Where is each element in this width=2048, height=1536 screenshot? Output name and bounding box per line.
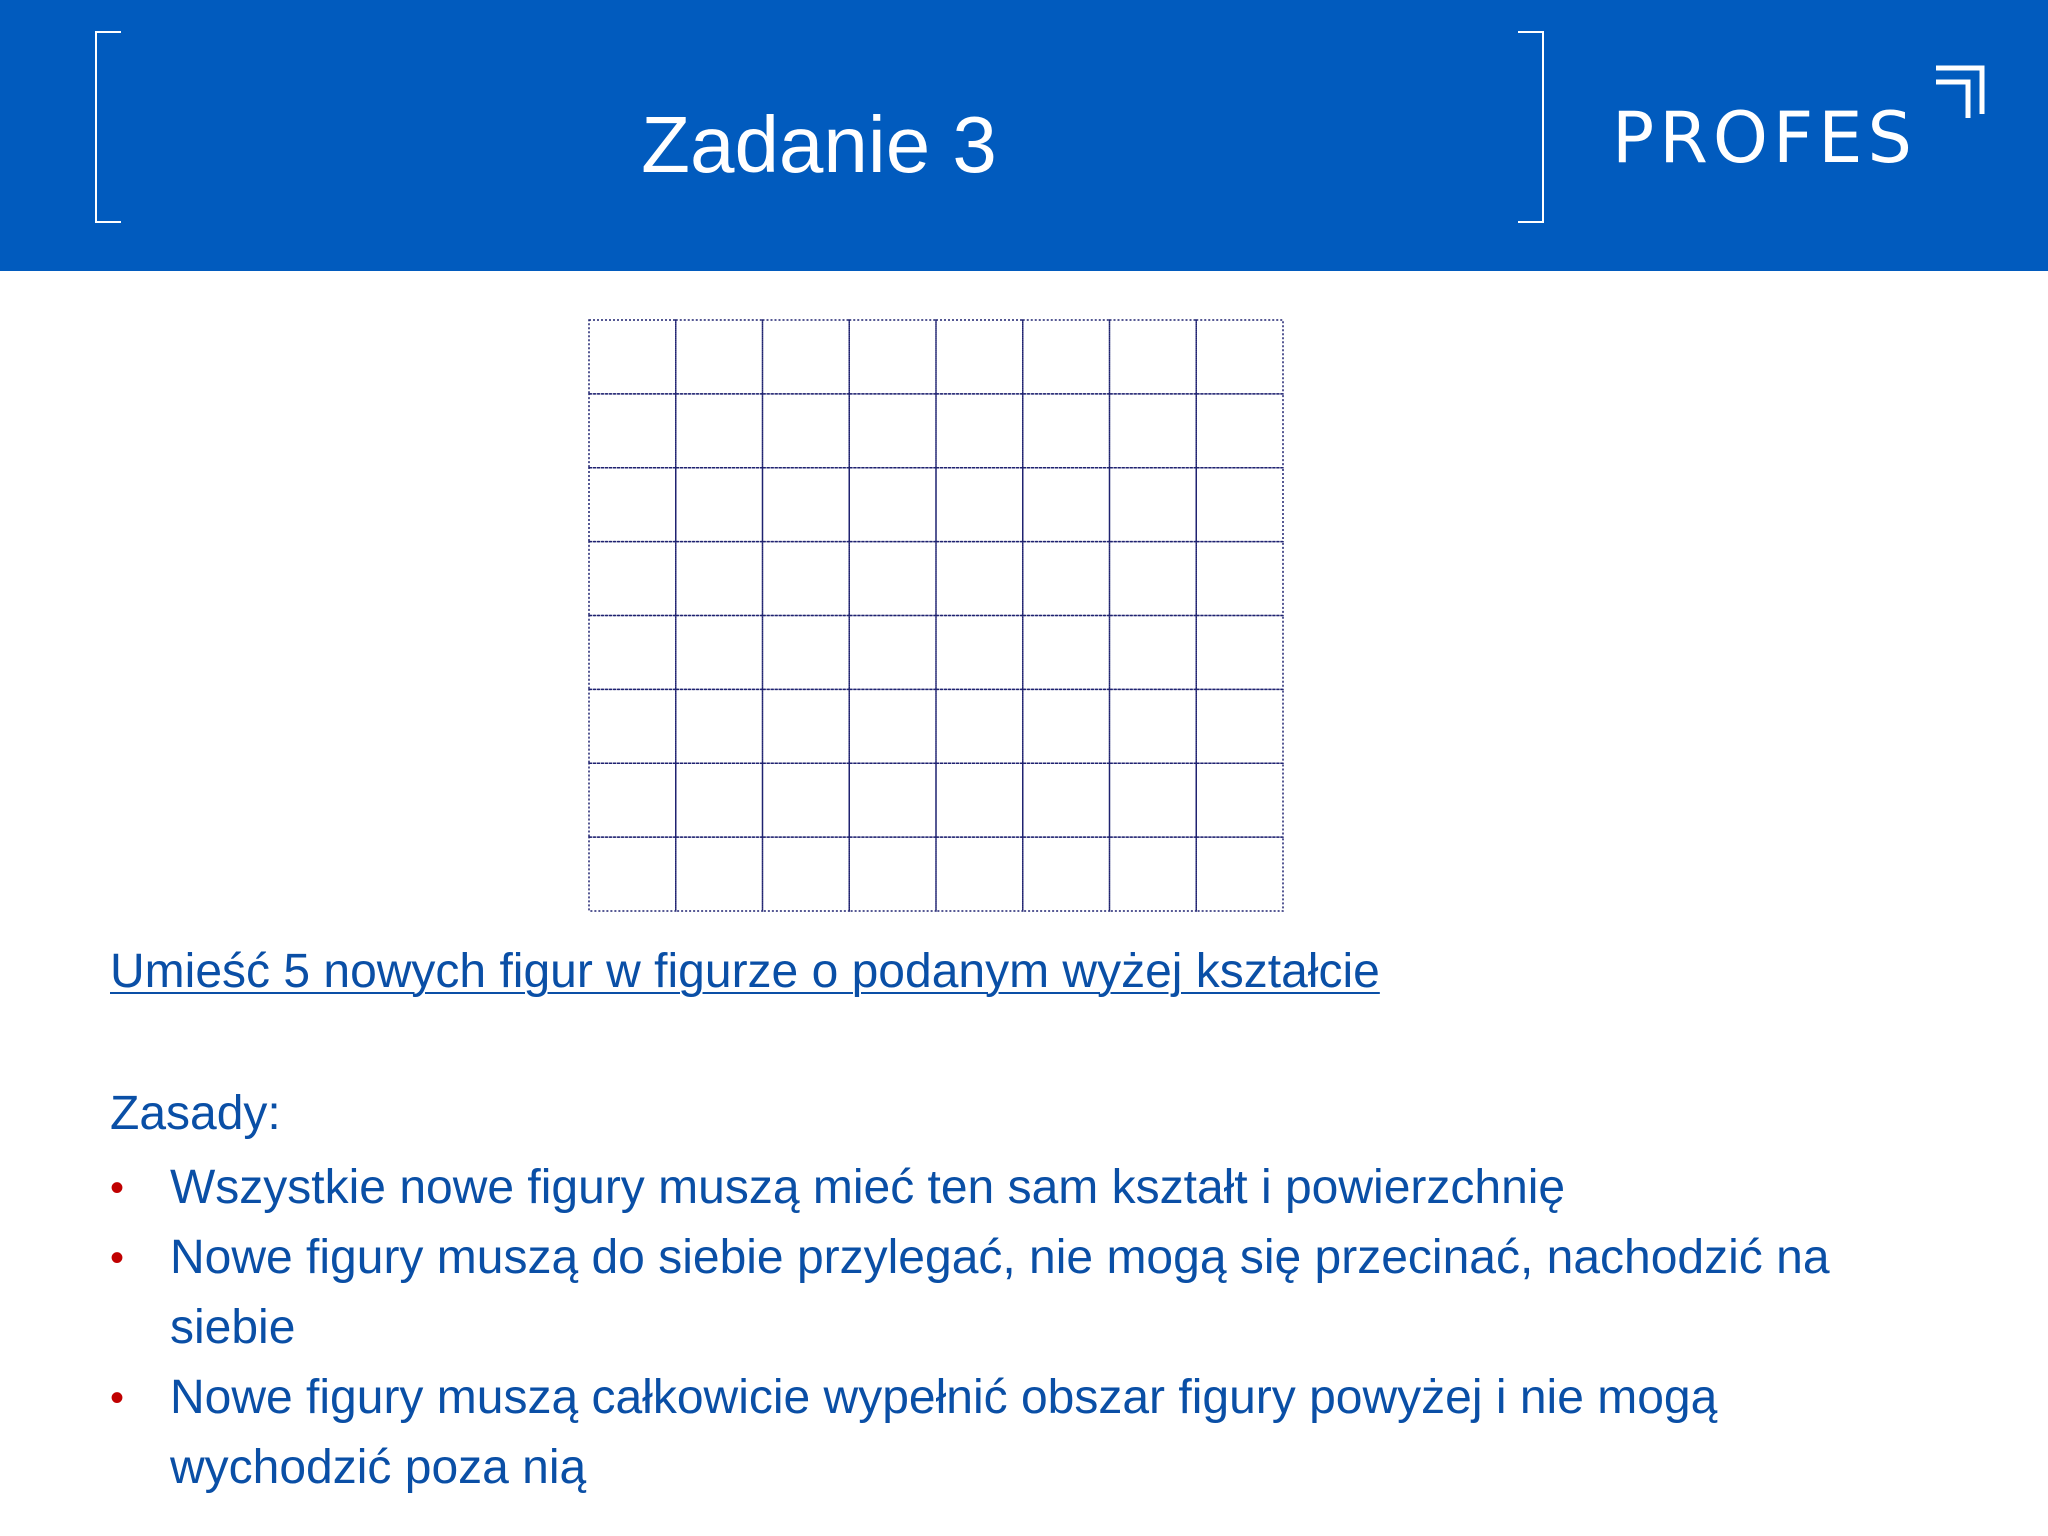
grid-cell <box>589 394 676 468</box>
bullet-icon: • <box>110 1166 125 1210</box>
right-bracket-decoration <box>1518 31 1544 223</box>
grid-cell <box>849 320 936 394</box>
grid-cell <box>849 837 936 911</box>
grid-cell <box>676 394 763 468</box>
grid-cell <box>589 468 676 542</box>
grid-cell <box>589 616 676 690</box>
grid-cell <box>849 542 936 616</box>
grid-cell <box>849 468 936 542</box>
grid-cell <box>1023 542 1110 616</box>
rule-text: Nowe figury muszą całkowicie wypełnić obszar figury powyżej i nie mogą wychodzić poza nią <box>170 1371 1718 1494</box>
header-banner <box>0 0 2048 271</box>
grid-cell <box>763 394 850 468</box>
rule-item <box>110 1223 1950 1363</box>
grid-cell <box>1023 763 1110 837</box>
grid-cell <box>936 763 1023 837</box>
arrow-corner-icon <box>1930 60 1990 124</box>
grid-cell <box>676 542 763 616</box>
instruction-text: Umieść 5 nowych figur w figurze o podanym wyżej kształcie <box>110 945 1380 998</box>
grid-cell <box>676 320 763 394</box>
grid-cell <box>849 394 936 468</box>
grid-cell <box>1110 689 1197 763</box>
grid-cell <box>676 468 763 542</box>
grid-cell <box>1196 837 1283 911</box>
grid-cell <box>849 763 936 837</box>
grid-cell <box>1196 763 1283 837</box>
grid-cell <box>1110 837 1197 911</box>
grid-cell <box>1196 689 1283 763</box>
bullet-icon: • <box>110 1376 125 1420</box>
grid-cell <box>676 763 763 837</box>
rules-heading: Zasady: <box>110 1087 281 1140</box>
grid-cell <box>1110 320 1197 394</box>
grid-cell <box>763 763 850 837</box>
grid-cell <box>589 689 676 763</box>
grid-cell <box>1110 763 1197 837</box>
grid-cell <box>1196 542 1283 616</box>
puzzle-grid <box>588 319 1284 912</box>
left-bracket-decoration <box>95 31 121 223</box>
grid-svg <box>588 319 1284 912</box>
grid-cell <box>1023 394 1110 468</box>
grid-cell <box>763 689 850 763</box>
grid-cell <box>1023 320 1110 394</box>
grid-cell <box>589 320 676 394</box>
grid-cell <box>1023 616 1110 690</box>
grid-cell <box>589 542 676 616</box>
grid-cell <box>589 763 676 837</box>
grid-cell <box>1196 616 1283 690</box>
bullet-icon: • <box>110 1236 125 1280</box>
grid-cell <box>936 542 1023 616</box>
grid-cell <box>936 320 1023 394</box>
slide-title: Zadanie 3 <box>641 100 997 189</box>
grid-cell <box>676 689 763 763</box>
grid-cell <box>1196 394 1283 468</box>
rule-item <box>110 1363 1950 1503</box>
grid-cell <box>936 689 1023 763</box>
grid-cell <box>1023 689 1110 763</box>
grid-cell <box>849 689 936 763</box>
grid-cell <box>1023 837 1110 911</box>
grid-cell <box>763 542 850 616</box>
rule-text: Wszystkie nowe figury muszą mieć ten sam kształt i powierzchnię <box>170 1161 1566 1214</box>
grid-cell <box>676 837 763 911</box>
grid-cell <box>1196 320 1283 394</box>
grid-cell <box>763 320 850 394</box>
grid-cell <box>936 616 1023 690</box>
grid-cell <box>1110 394 1197 468</box>
rule-text: Nowe figury muszą do siebie przylegać, nie mogą się przecinać, nachodzić na siebie <box>170 1231 1830 1354</box>
grid-cell <box>936 837 1023 911</box>
grid-cell <box>763 468 850 542</box>
grid-cell <box>1023 468 1110 542</box>
grid-cell <box>936 394 1023 468</box>
profes-logo <box>1612 60 1992 179</box>
grid-cell <box>676 616 763 690</box>
grid-cell <box>1110 468 1197 542</box>
rules-list <box>110 1153 1950 1503</box>
grid-cell <box>1110 616 1197 690</box>
grid-cell <box>849 616 936 690</box>
grid-cell <box>936 468 1023 542</box>
rule-item <box>110 1153 1950 1223</box>
grid-cell <box>763 616 850 690</box>
grid-cell <box>1196 468 1283 542</box>
logo-text: PROFES <box>1612 97 1917 179</box>
grid-cell <box>763 837 850 911</box>
grid-cell <box>1110 542 1197 616</box>
grid-cell <box>589 837 676 911</box>
